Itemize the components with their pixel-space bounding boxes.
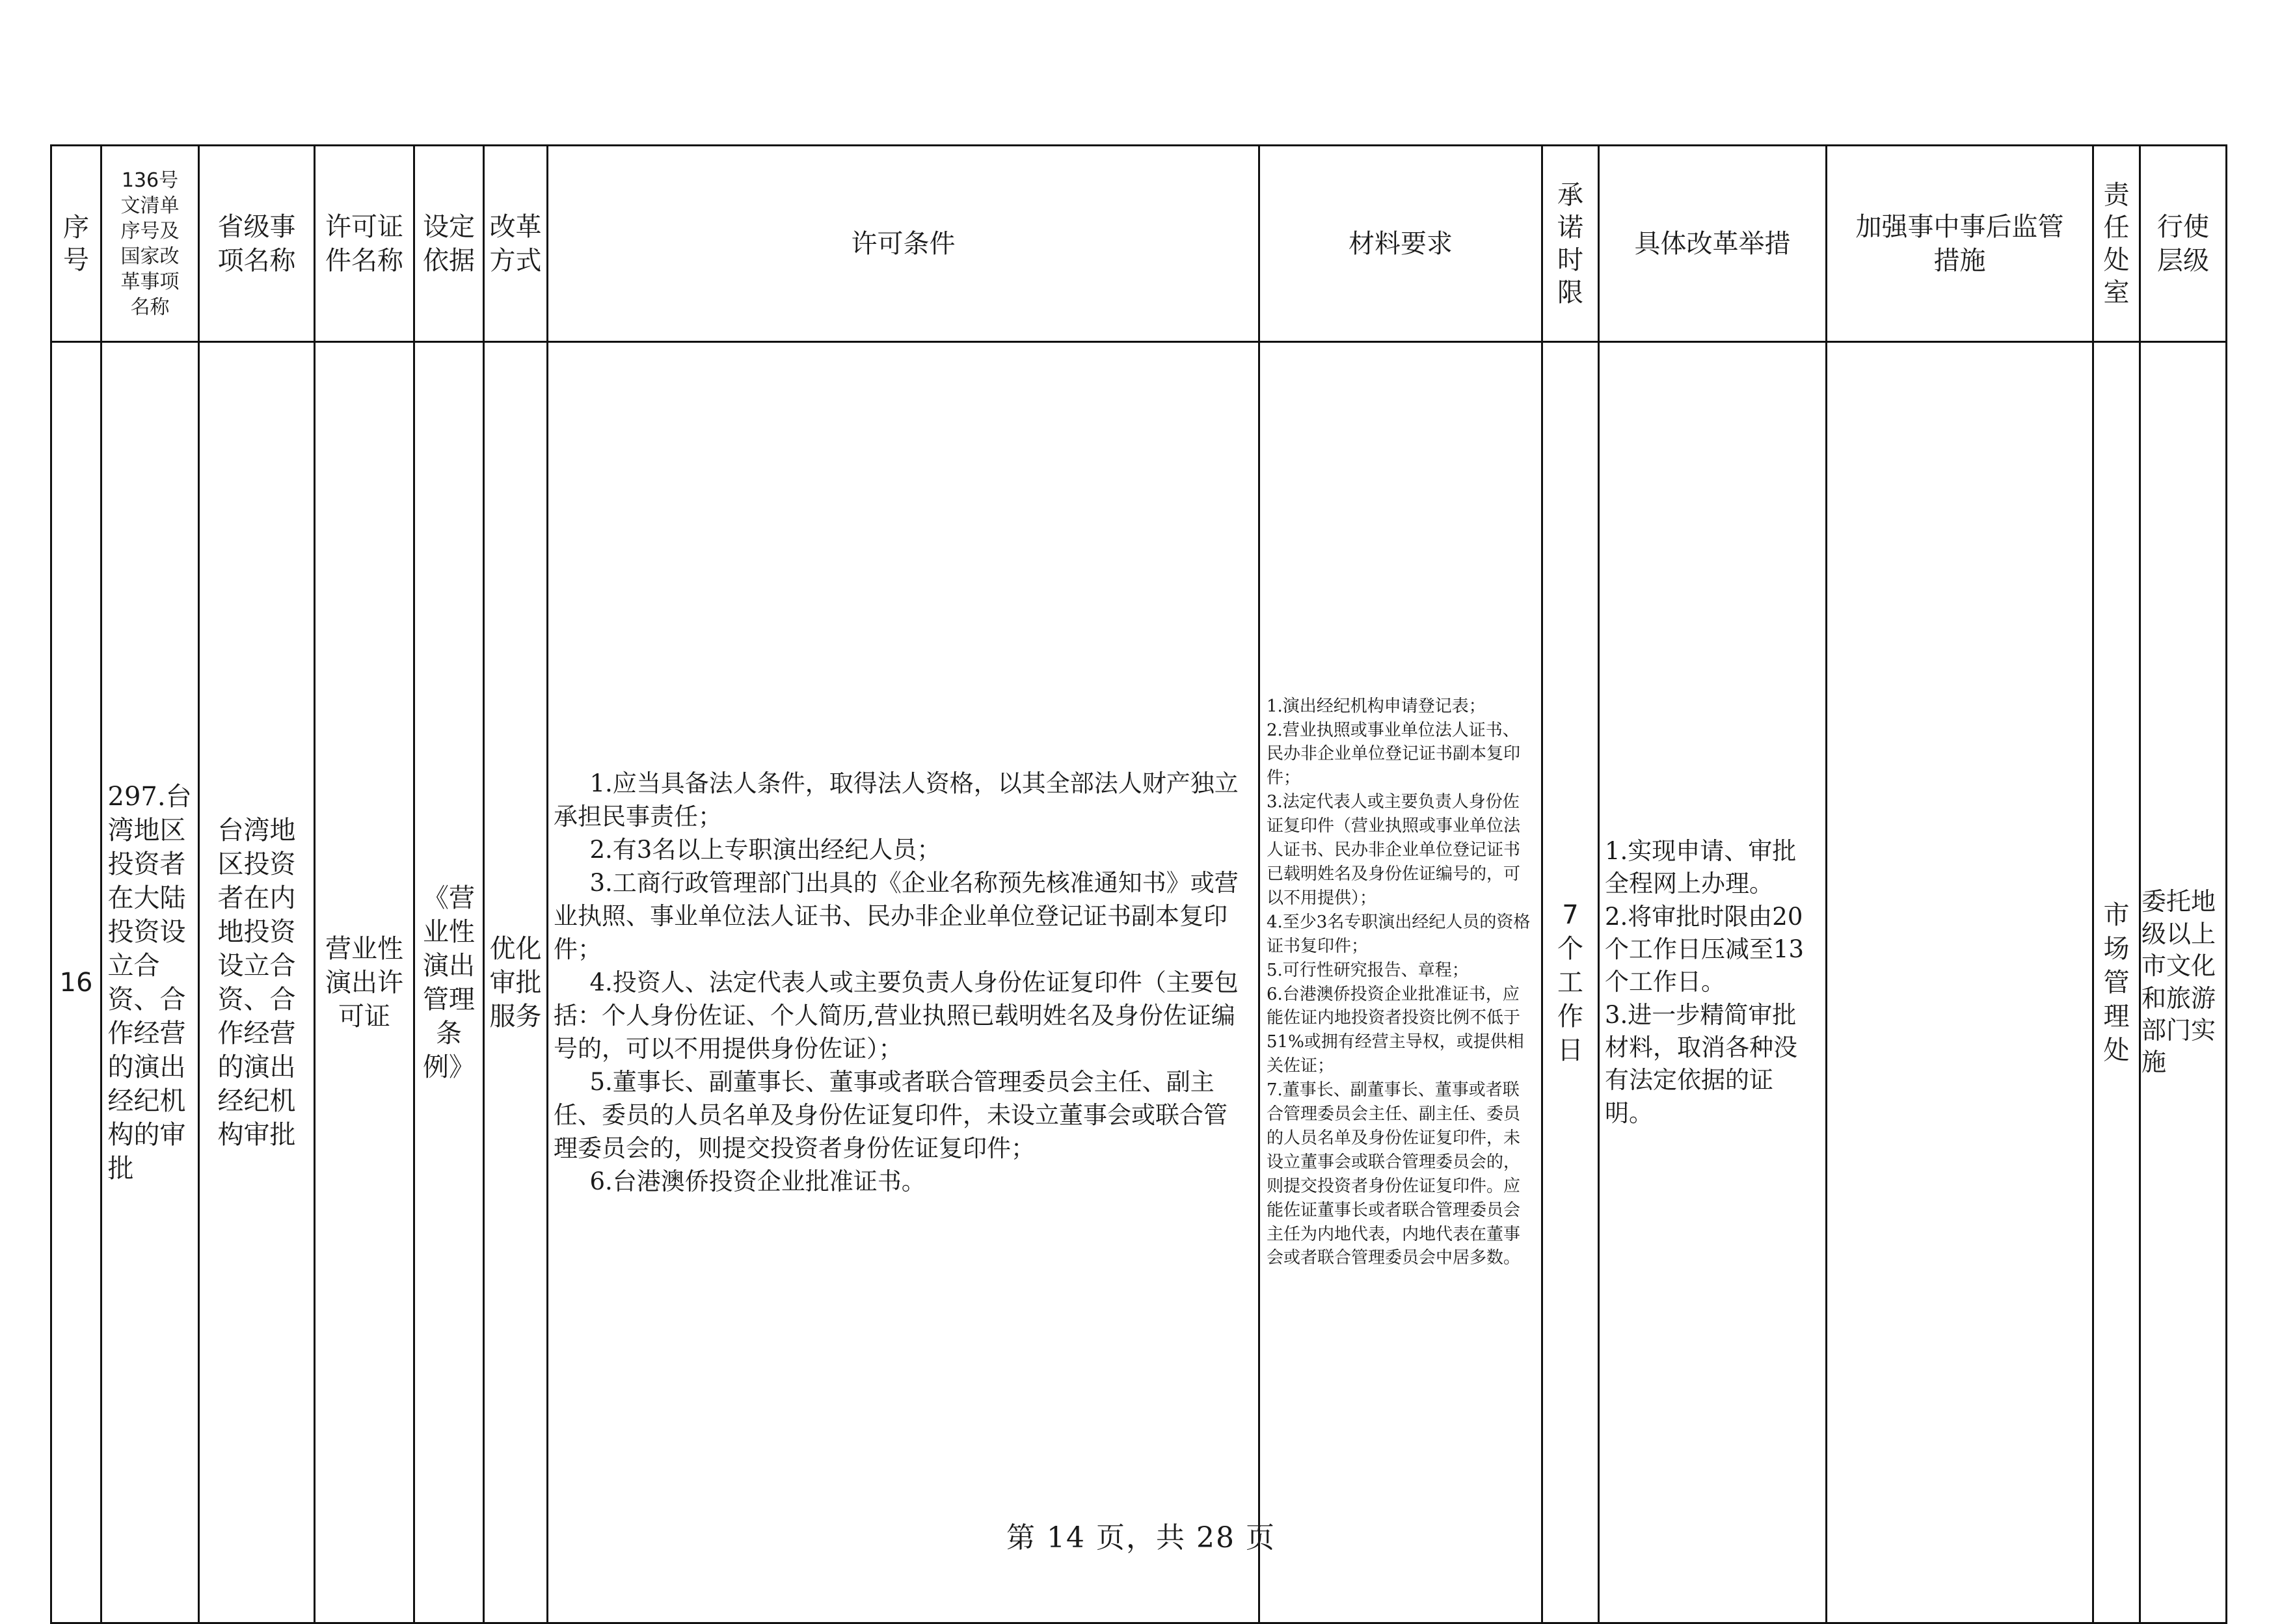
header-reform-method: 改革方式 bbox=[484, 146, 548, 342]
header-office: 责任处室 bbox=[2093, 146, 2140, 342]
material-item: 5.可行性研究报告、章程； bbox=[1267, 960, 1469, 980]
header-national-item: 136号文清单序号及国家改革事项名称 bbox=[101, 146, 199, 342]
cell-promise-time: 7个工作日 bbox=[1542, 342, 1599, 1623]
cell-materials bbox=[1259, 342, 1542, 1623]
header-row bbox=[51, 146, 2227, 342]
condition-item: 6.台港澳侨投资企业批准证书。 bbox=[589, 1167, 926, 1196]
cell-level: 委托地级以上市文化和旅游部门实施 bbox=[2140, 342, 2227, 1623]
header-provincial-item: 省级事项名称 bbox=[199, 146, 315, 342]
page-number: 第 14 页，共 28 页 bbox=[1006, 1521, 1276, 1554]
measure-item: 1.实现申请、审批全程网上办理。 bbox=[1605, 837, 1797, 898]
material-item: 4.至少3名专职演出经纪人员的资格证书复印件； bbox=[1267, 912, 1531, 956]
material-item: 6.台港澳侨投资企业批准证书，应能佐证内地投资者投资比例不低于51%或拥有经营主导权，或提供相关佐证； bbox=[1267, 984, 1524, 1076]
cell-license-name: 营业性演出许可证 bbox=[315, 342, 414, 1623]
header-materials: 材料要求 bbox=[1259, 146, 1542, 342]
header-seq: 序号 bbox=[51, 146, 101, 342]
cell-office: 市场管理处 bbox=[2093, 342, 2140, 1623]
cell-supervision bbox=[1827, 342, 2093, 1623]
measure-item: 3.进一步精简审批材料，取消各种没有法定依据的证明。 bbox=[1605, 1000, 1797, 1127]
header-basis: 设定依据 bbox=[414, 146, 484, 342]
material-item: 3.法定代表人或主要负责人身份佐证复印件（营业执照或事业单位法人证书、民办非企业单位登记证书已载明姓名及身份佐证编号的，可以不用提供）； bbox=[1267, 792, 1521, 908]
cell-measures bbox=[1599, 342, 1827, 1623]
header-measures: 具体改革举措 bbox=[1599, 146, 1827, 342]
cell-seq: 16 bbox=[51, 342, 101, 1623]
condition-item: 1.应当具备法人条件，取得法人资格，以其全部法人财产独立承担民事责任； bbox=[554, 769, 1239, 831]
material-item: 2.营业执照或事业单位法人证书、民办非企业单位登记证书副本复印件； bbox=[1267, 720, 1521, 788]
header-conditions: 许可条件 bbox=[548, 146, 1259, 342]
material-item: 7.董事长、副董事长、董事或者联合管理委员会主任、副主任、委员的人员名单及身份佐证复印件，未设立董事会或联合管理委员会的，则提交投资者身份佐证复印件。应能佐证董事长或者联合管理委员会主任为内地代表，内地代表在董事会或者联合管理委员会中居多数。 bbox=[1267, 1080, 1521, 1268]
condition-item: 4.投资人、法定代表人或主要负责人身份佐证复印件（主要包括：个人身份佐证、个人简历,营业执照已载明姓名及身份佐证编号的，可以不用提供身份佐证）； bbox=[554, 968, 1239, 1063]
material-item: 1.演出经纪机构申请登记表； bbox=[1267, 696, 1486, 716]
header-level: 行使层级 bbox=[2140, 146, 2227, 342]
cell-conditions bbox=[548, 342, 1259, 1623]
condition-item: 2.有3名以上专职演出经纪人员； bbox=[589, 835, 941, 864]
cell-reform-method: 优化审批服务 bbox=[484, 342, 548, 1623]
cell-provincial-item: 台湾地区投资者在内地投资设立合资、合作经营的演出经纪机构审批 bbox=[199, 342, 315, 1623]
condition-item: 3.工商行政管理部门出具的《企业名称预先核准通知书》或营业执照、事业单位法人证书、民办非企业单位登记证书副本复印件； bbox=[554, 868, 1239, 963]
reform-table bbox=[50, 144, 2227, 1624]
cell-national-item: 297.台湾地区投资者在大陆投资设立合资、合作经营的演出经纪机构的审批 bbox=[101, 342, 199, 1623]
measure-item: 2.将审批时限由20个工作日压减至13个工作日。 bbox=[1605, 902, 1805, 996]
header-supervision: 加强事中事后监管措施 bbox=[1827, 146, 2093, 342]
cell-basis: 《营业性演出管理条例》 bbox=[414, 342, 484, 1623]
header-license-name: 许可证件名称 bbox=[315, 146, 414, 342]
header-promise-time: 承诺时限 bbox=[1542, 146, 1599, 342]
table-row bbox=[51, 342, 2227, 1623]
condition-item: 5.董事长、副董事长、董事或者联合管理委员会主任、副主任、委员的人员名单及身份佐证复印件，未设立董事会或联合管理委员会的，则提交投资者身份佐证复印件； bbox=[554, 1068, 1228, 1163]
